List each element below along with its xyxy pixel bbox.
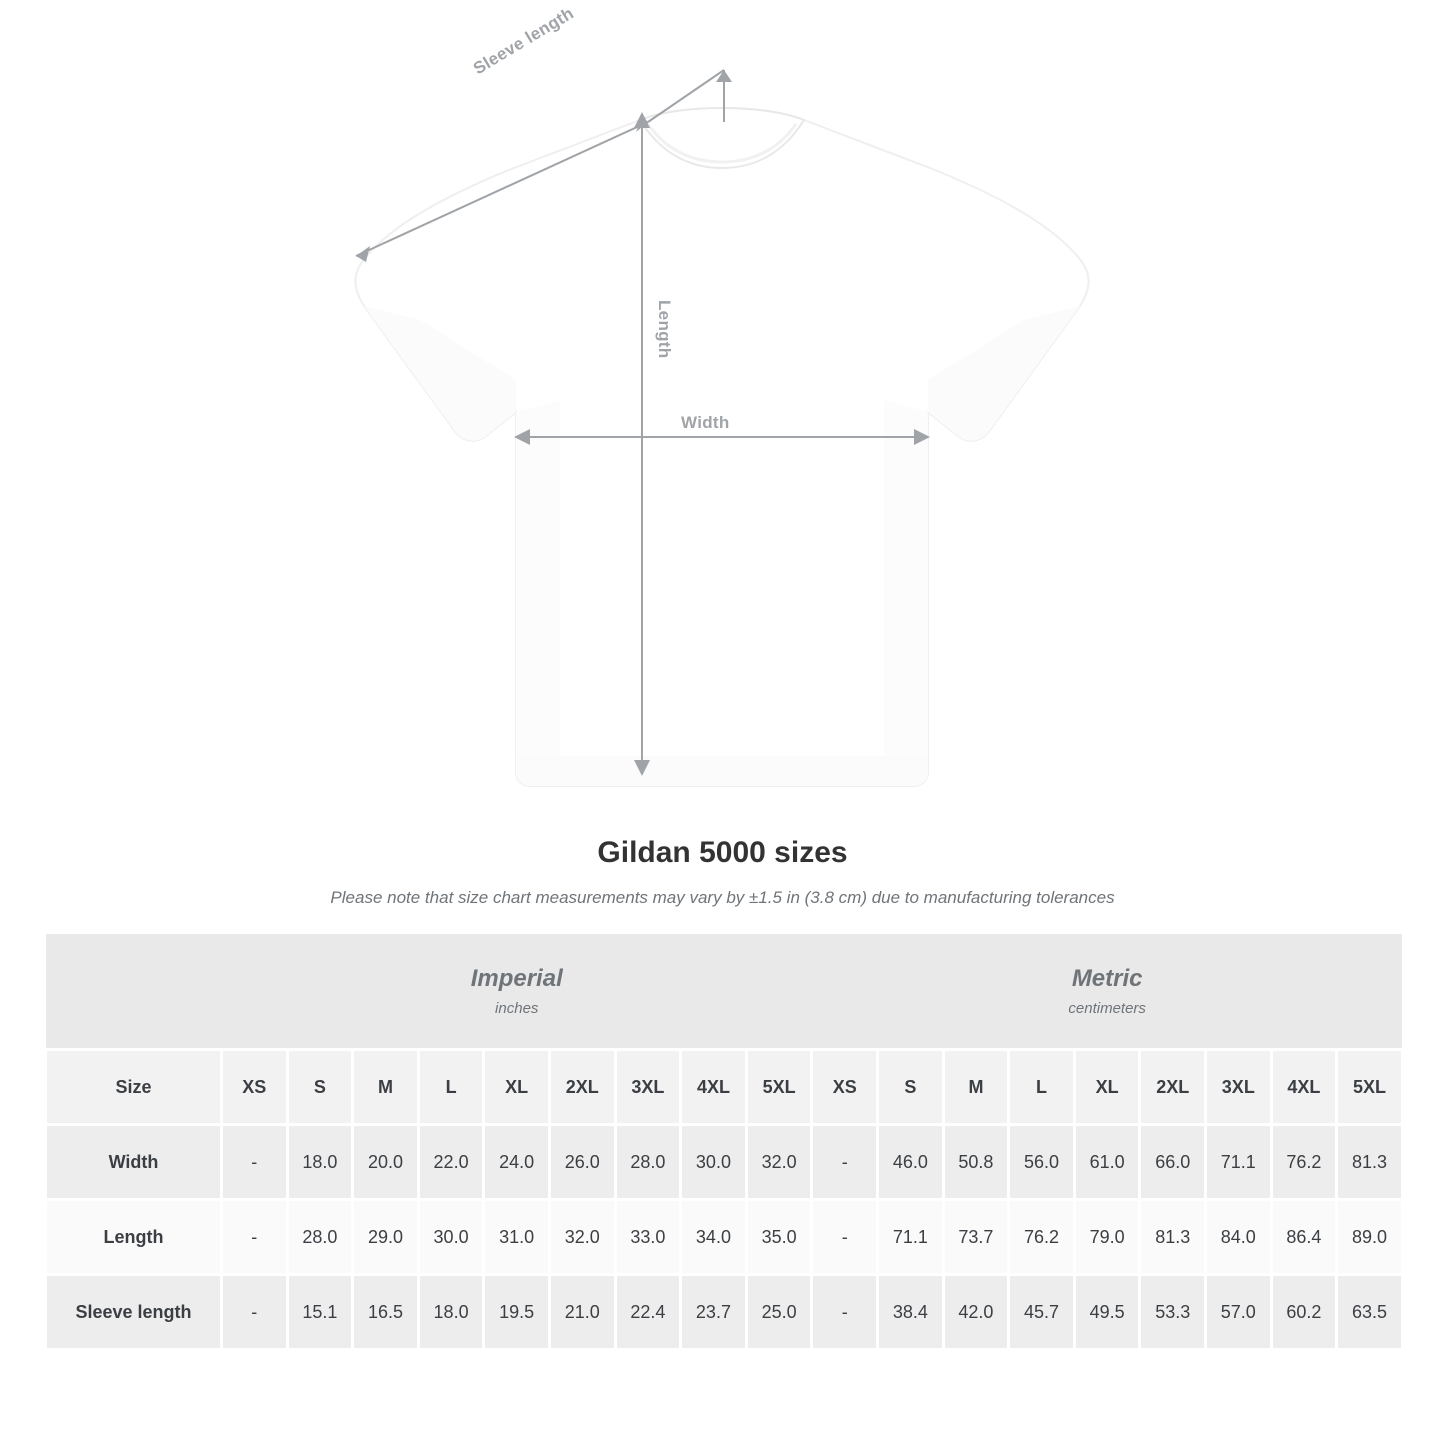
- table-row: [46, 1200, 1403, 1275]
- unit-name: centimeters: [1068, 1000, 1146, 1017]
- table-cell: 20.0: [353, 1125, 419, 1200]
- column-header-17: 5XL: [1337, 1050, 1403, 1125]
- table-cell: 21.0: [549, 1275, 615, 1350]
- table-cell: 30.0: [418, 1200, 484, 1275]
- table-row: [46, 1125, 1403, 1200]
- column-header-13: XL: [1074, 1050, 1140, 1125]
- table-cell: -: [812, 1200, 878, 1275]
- column-header-12: L: [1009, 1050, 1075, 1125]
- table-cell: 81.3: [1140, 1200, 1206, 1275]
- column-header-14: 2XL: [1140, 1050, 1206, 1125]
- column-header-4: XL: [484, 1050, 550, 1125]
- table-cell: -: [812, 1125, 878, 1200]
- column-header-8: 5XL: [746, 1050, 812, 1125]
- page-title: Gildan 5000 sizes: [597, 836, 848, 869]
- table-cell: 33.0: [615, 1200, 681, 1275]
- table-cell: 23.7: [681, 1275, 747, 1350]
- column-header-9: XS: [812, 1050, 878, 1125]
- table-cell: 76.2: [1009, 1200, 1075, 1275]
- table-cell: 81.3: [1337, 1125, 1403, 1200]
- column-header-5: 2XL: [549, 1050, 615, 1125]
- column-header-11: M: [943, 1050, 1009, 1125]
- table-cell: 28.0: [287, 1200, 353, 1275]
- table-cell: 18.0: [287, 1125, 353, 1200]
- size-chart-table: [44, 934, 1404, 1351]
- table-cell: 53.3: [1140, 1275, 1206, 1350]
- table-cell: 45.7: [1009, 1275, 1075, 1350]
- table-cell: 84.0: [1206, 1200, 1272, 1275]
- table-header-row: [46, 1050, 1403, 1125]
- table-cell: 57.0: [1206, 1275, 1272, 1350]
- column-header-15: 3XL: [1206, 1050, 1272, 1125]
- unit-group-metric: [812, 934, 1402, 1050]
- row-label: Length: [46, 1200, 222, 1275]
- row-label: Sleeve length: [46, 1275, 222, 1350]
- table-cell: 42.0: [943, 1275, 1009, 1350]
- table-cell: 50.8: [943, 1125, 1009, 1200]
- unit-system-name: Imperial: [470, 965, 563, 992]
- row-label: Width: [46, 1125, 222, 1200]
- table-cell: 38.4: [878, 1275, 944, 1350]
- tolerance-note: Please note that size chart measurements may vary by ±1.5 in (3.8 cm) due to manufacturing tolerances: [330, 888, 1115, 907]
- column-header-1: S: [287, 1050, 353, 1125]
- column-header-16: 4XL: [1271, 1050, 1337, 1125]
- table-cell: 19.5: [484, 1275, 550, 1350]
- width-label: Width: [681, 413, 730, 432]
- table-cell: 56.0: [1009, 1125, 1075, 1200]
- table-cell: 79.0: [1074, 1200, 1140, 1275]
- column-header-2: M: [353, 1050, 419, 1125]
- table-cell: 49.5: [1074, 1275, 1140, 1350]
- table-cell: 89.0: [1337, 1200, 1403, 1275]
- table-cell: 76.2: [1271, 1125, 1337, 1200]
- table-cell: 26.0: [549, 1125, 615, 1200]
- length-label: Length: [655, 300, 674, 359]
- table-cell: 63.5: [1337, 1275, 1403, 1350]
- table-cell: 71.1: [1206, 1125, 1272, 1200]
- table-cell: 31.0: [484, 1200, 550, 1275]
- column-header-0: XS: [222, 1050, 288, 1125]
- column-header-7: 4XL: [681, 1050, 747, 1125]
- table-cell: 73.7: [943, 1200, 1009, 1275]
- table-cell: 15.1: [287, 1275, 353, 1350]
- table-cell: -: [222, 1200, 288, 1275]
- table-cell: -: [812, 1275, 878, 1350]
- size-chart-table-wrap: [44, 934, 1401, 1351]
- table-cell: -: [222, 1125, 288, 1200]
- table-cell: 66.0: [1140, 1125, 1206, 1200]
- table-cell: 34.0: [681, 1200, 747, 1275]
- table-cell: 24.0: [484, 1125, 550, 1200]
- chart-heading: [0, 836, 1445, 908]
- table-cell: 18.0: [418, 1275, 484, 1350]
- table-row: [46, 1275, 1403, 1350]
- table-cell: 61.0: [1074, 1125, 1140, 1200]
- column-header-10: S: [878, 1050, 944, 1125]
- table-cell: 29.0: [353, 1200, 419, 1275]
- unit-group-imperial: [222, 934, 812, 1050]
- unit-name: inches: [495, 1000, 539, 1017]
- table-cell: 28.0: [615, 1125, 681, 1200]
- column-header-size: Size: [46, 1050, 222, 1125]
- table-cell: 22.4: [615, 1275, 681, 1350]
- table-cell: 25.0: [746, 1275, 812, 1350]
- tshirt-shape: [355, 108, 1088, 786]
- table-cell: 32.0: [746, 1125, 812, 1200]
- unit-spacer-cell: [46, 934, 222, 1050]
- column-header-3: L: [418, 1050, 484, 1125]
- table-cell: 71.1: [878, 1200, 944, 1275]
- table-cell: -: [222, 1275, 288, 1350]
- table-cell: 32.0: [549, 1200, 615, 1275]
- column-header-6: 3XL: [615, 1050, 681, 1125]
- unit-system-name: Metric: [1071, 965, 1143, 992]
- table-cell: 35.0: [746, 1200, 812, 1275]
- table-cell: 22.0: [418, 1125, 484, 1200]
- table-cell: 46.0: [878, 1125, 944, 1200]
- table-cell: 30.0: [681, 1125, 747, 1200]
- table-cell: 86.4: [1271, 1200, 1337, 1275]
- table-cell: 16.5: [353, 1275, 419, 1350]
- sleeve-length-label: Sleeve length: [470, 3, 578, 79]
- table-cell: 60.2: [1271, 1275, 1337, 1350]
- unit-systems-row: [46, 934, 1403, 1050]
